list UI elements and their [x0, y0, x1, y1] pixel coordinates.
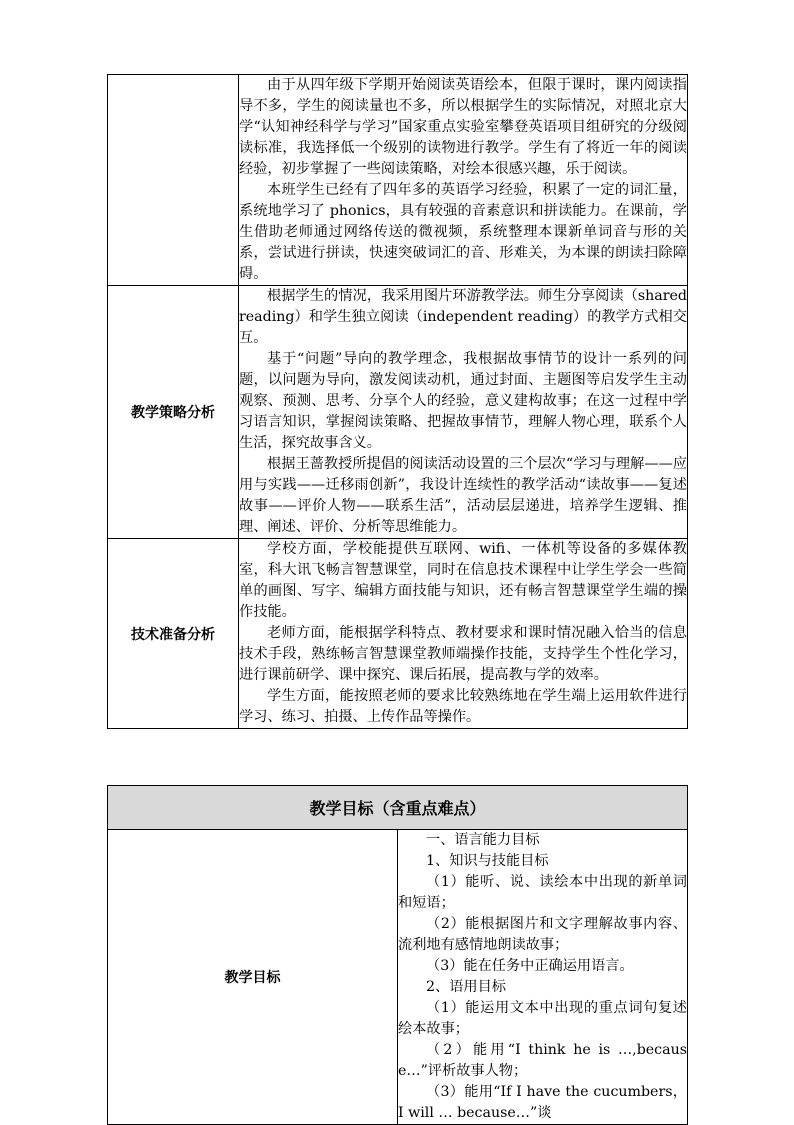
objectives-cell — [398, 830, 688, 1125]
objective-line: （1）能运用文本中出现的重点词句复述绘本故事； — [398, 1000, 687, 1037]
table-row — [108, 830, 688, 1125]
table-row — [108, 75, 688, 286]
paragraph: 根据学生的情况，我采用图片环游教学法。师生分享阅读（shared reading）和学生独立阅读（independent reading）的教学方式相交互。 — [239, 288, 687, 346]
objective-line: （3）能在任务中正确运用语言。 — [426, 958, 634, 974]
objective-line: （2）能根据图片和文字理解故事内容、流利地有感情地朗读故事； — [398, 916, 687, 953]
strategy-analysis-cell — [239, 286, 688, 539]
objective-line: 2、语用目标 — [426, 979, 506, 995]
objective-line: 1、知识与技能目标 — [426, 853, 549, 869]
analysis-table — [107, 74, 688, 729]
row-label: 教学策略分析 — [108, 286, 239, 539]
table-row — [108, 786, 688, 830]
objective-line: （3）能用“If I have the cucumbers， I will … because…”谈 — [398, 1084, 687, 1121]
objective-line: （2）能用“I think he is …,because…”评析故事人物； — [398, 1042, 687, 1079]
table-row — [108, 286, 688, 539]
objective-line: 一、语言能力目标 — [426, 832, 540, 848]
paragraph: 学校方面，学校能提供互联网、wifi、一体机等设备的多媒体教室，科大讯飞畅言智慧课堂，同时在信息技术课程中让学生学会一些简单的画图、写字、编辑方面技能与知识，还有畅言智慧课堂学生端的操作技能。 — [239, 541, 687, 620]
row-label: 教学目标 — [108, 830, 398, 1125]
paragraph: 老师方面，能根据学科特点、教材要求和课时情况融入恰当的信息技术手段，熟练畅言智慧课堂教师端操作技能，支持学生个性化学习，进行课前研学、课中探究、课后拓展，提高教与学的效率。 — [239, 625, 687, 683]
paragraph: 由于从四年级下学期开始阅读英语绘本，但限于课时，课内阅读指导不多，学生的阅读量也不多，所以根据学生的实际情况，对照北京大学“认知神经科学与学习”国家重点实验室攀登英语项目组研究的分级阅读标准，我选择低一个级别的读物进行教学。学生有了将近一年的阅读经验，初步掌握了一些阅读策略，对绘本很感兴趣，乐于阅读。 — [239, 77, 687, 177]
section-heading: 教学目标（含重点难点） — [108, 786, 688, 830]
row-label: 技术准备分析 — [108, 539, 239, 729]
paragraph: 本班学生已经有了四年多的英语学习经验，积累了一定的词汇量，系统地学习了 phonics，具有较强的音素意识和拼读能力。在课前，学生借助老师通过网络传送的微视频，系统整理本课新单词音与形的关系，尝试进行拼读，快速突破词汇的音、形难关，为本课的朗读扫除障碍。 — [239, 182, 687, 282]
learner-analysis-cell — [239, 75, 688, 286]
paragraph: 基于“问题”导向的教学理念，我根据故事情节的设计一系列的问题，以问题为导向，激发阅读动机，通过封面、主题图等启发学生主动观察、预测、思考、分享个人的经验，意义建构故事；在这一过程中学习语言知识，掌握阅读策略、把握故事情节，理解人物心理，联系个人生活，探究故事含义。 — [239, 351, 687, 451]
paragraph: 学生方面，能按照老师的要求比较熟练地在学生端上运用软件进行学习、练习、拍摄、上传作品等操作。 — [239, 688, 687, 725]
tech-analysis-cell — [239, 539, 688, 729]
paragraph: 根据王蔷教授所提倡的阅读活动设置的三个层次“学习与理解——应用与实践——迁移雨创新”，我设计连续性的教学活动“读故事——复述故事——评价人物——联系生活”，活动层层递进，培养学生逻辑、推理、阐述、评价、分析等思维能力。 — [239, 456, 687, 535]
table-row — [108, 539, 688, 729]
row-label — [108, 75, 239, 286]
objectives-table — [107, 785, 688, 1125]
objective-line: （1）能听、说、读绘本中出现的新单词和短语； — [398, 874, 687, 911]
